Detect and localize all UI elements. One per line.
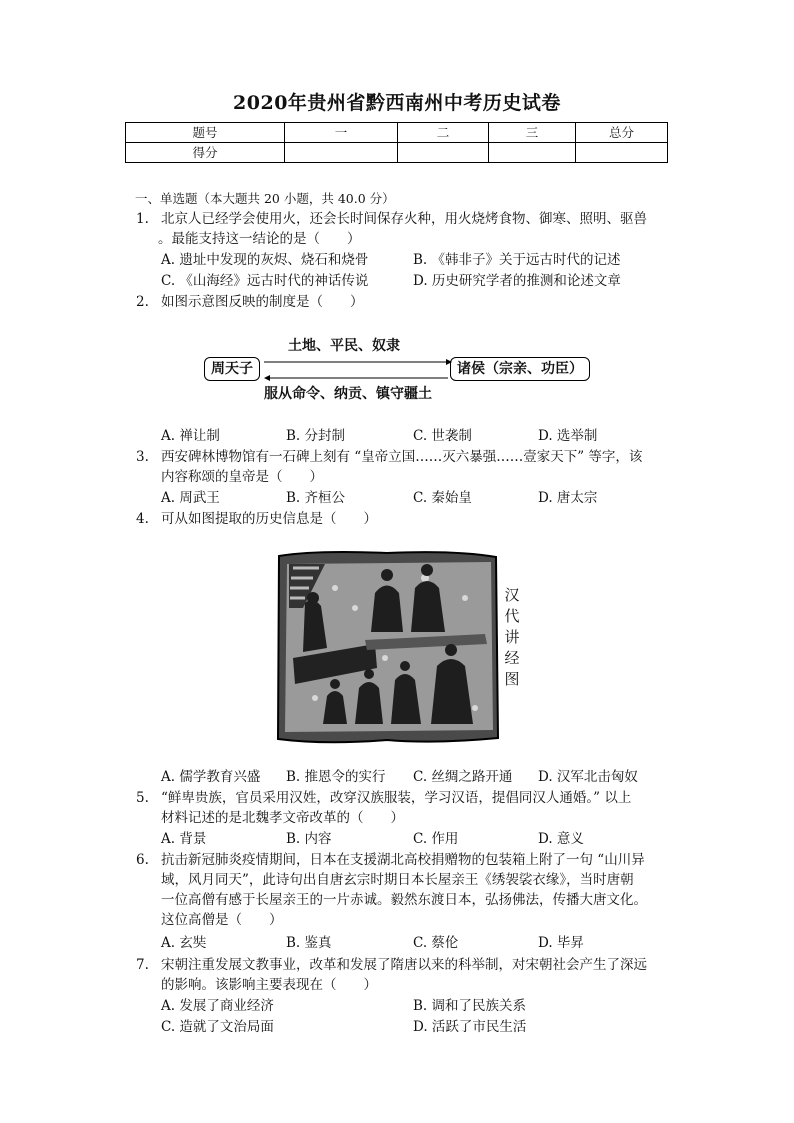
question-text-line: 北京人已经学会使用火，还会长时间保存火种，用火烧烤食物、御寒、照明、驱兽: [161, 211, 647, 227]
option-d[interactable]: D. 汉军北击匈奴: [538, 769, 638, 785]
score-cell[interactable]: [398, 143, 489, 163]
option-d[interactable]: D. 历史研究学者的推测和论述文章: [413, 273, 621, 289]
option-a[interactable]: A. 儒学教育兴盛: [161, 769, 261, 785]
option-b[interactable]: B. 分封制: [286, 428, 346, 444]
score-table-score-row: [126, 143, 668, 163]
diagram-left-box: 周天子: [204, 357, 260, 381]
diagram-bottom-label: 服从命令、纳贡、镇守疆土: [264, 386, 432, 402]
score-row-label: 得分: [126, 143, 285, 163]
score-header-cell: 二: [398, 123, 489, 143]
option-d[interactable]: D. 唐太宗: [538, 490, 598, 506]
option-c[interactable]: C. 世袭制: [413, 428, 472, 444]
question-text-line: 内容称颂的皇帝是（ ）: [161, 469, 323, 485]
question-text-line: 。最能支持这一结论的是（ ）: [158, 231, 361, 247]
option-c[interactable]: C. 作用: [413, 831, 459, 847]
question-text-line: 抗击新冠肺炎疫情期间，日本在支援湖北高校捐赠物的包装箱上附了一句 “山川异: [161, 852, 645, 868]
option-c[interactable]: C. 秦始皇: [413, 490, 472, 506]
question-number: 4.: [136, 511, 149, 527]
question-7: [136, 955, 686, 995]
score-cell[interactable]: [489, 143, 576, 163]
question-number: 1.: [136, 211, 149, 227]
diagram-top-label: 土地、平民、奴隶: [288, 338, 400, 354]
question-number: 2.: [136, 294, 149, 310]
option-a[interactable]: A. 遗址中发现的灰烬、烧石和烧骨: [161, 252, 369, 268]
score-header-cell: 总分: [576, 123, 668, 143]
question-5: [136, 788, 681, 828]
question-2: [136, 292, 681, 312]
option-a[interactable]: A. 禅让制: [161, 428, 220, 444]
question-text-line: 材料记述的是北魏孝文帝改革的（ ）: [161, 810, 404, 826]
question-text-line: 这位高僧是（ ）: [161, 912, 283, 928]
option-b[interactable]: B. 调和了民族关系: [413, 998, 527, 1014]
score-header-cell: 一: [285, 123, 398, 143]
question-text-line: 如图示意图反映的制度是（ ）: [161, 294, 364, 310]
option-a[interactable]: A. 发展了商业经济: [161, 998, 274, 1014]
score-header-cell: 题号: [126, 123, 285, 143]
score-table-header-row: [126, 123, 668, 143]
question-number: 6.: [136, 852, 149, 868]
option-c[interactable]: C. 造就了文治局面: [161, 1019, 274, 1035]
option-b[interactable]: B. 《韩非子》关于远古时代的记述: [413, 252, 621, 268]
option-d[interactable]: D. 活跃了市民生活: [413, 1019, 527, 1035]
question-text-line: 域，风月同天”，此诗句出自唐玄宗时期日本长屋亲王《绣袈裟衣缘》，当时唐朝: [161, 872, 634, 888]
question-text-line: 可从如图提取的历史信息是（ ）: [161, 511, 377, 527]
fengjian-diagram: [200, 333, 600, 405]
option-a[interactable]: A. 周武王: [161, 490, 220, 506]
option-c[interactable]: C. 丝绸之路开通: [413, 769, 513, 785]
option-b[interactable]: B. 齐桓公: [286, 490, 346, 506]
relief-caption: 汉代讲经图: [504, 586, 520, 688]
option-d[interactable]: D. 选举制: [538, 428, 598, 444]
option-b[interactable]: B. 推恩令的实行: [286, 769, 386, 785]
exam-title: 2020年贵州省黔西南州中考历史试卷: [233, 92, 561, 114]
question-number: 7.: [136, 957, 149, 973]
option-c[interactable]: C. 《山海经》远古时代的神话传说: [161, 273, 369, 289]
han-lecture-relief-image: [275, 548, 500, 746]
score-cell[interactable]: [576, 143, 668, 163]
question-text-line: 一位高僧有感于长屋亲王的一片赤诚。毅然东渡日本，弘扬佛法，传播大唐文化。: [161, 892, 647, 908]
score-header-cell: 三: [489, 123, 576, 143]
question-1: [136, 209, 681, 249]
question-3: [136, 447, 681, 487]
option-a[interactable]: A. 玄奘: [161, 935, 207, 951]
option-b[interactable]: B. 内容: [286, 831, 332, 847]
diagram-right-box: 诸侯（宗亲、功臣）: [450, 357, 590, 381]
option-c[interactable]: C. 蔡伦: [413, 935, 459, 951]
question-text-line: “鲜卑贵族，官员采用汉姓，改穿汉族服装，学习汉语，提倡同汉人通婚。” 以上: [161, 790, 632, 806]
section-heading: 一、单选题（本大题共 20 小题，共 40.0 分）: [135, 191, 395, 206]
score-cell[interactable]: [285, 143, 398, 163]
option-d[interactable]: D. 意义: [538, 831, 584, 847]
question-text-line: 西安碑林博物馆有一石碑上刻有 “皇帝立国……灭六暴强……壹家天下” 等字，该: [161, 449, 643, 465]
score-table: [125, 122, 668, 163]
question-4: [136, 509, 681, 529]
option-d[interactable]: D. 毕昇: [538, 935, 584, 951]
question-text-line: 宋朝注重发展文教事业，改革和发展了隋唐以来的科举制，对宋朝社会产生了深远: [161, 957, 647, 973]
question-number: 3.: [136, 449, 149, 465]
option-a[interactable]: A. 背景: [161, 831, 207, 847]
question-6: [136, 850, 686, 930]
question-text-line: 的影响。该影响主要表现在（ ）: [161, 977, 377, 993]
question-number: 5.: [136, 790, 149, 806]
option-b[interactable]: B. 鉴真: [286, 935, 332, 951]
